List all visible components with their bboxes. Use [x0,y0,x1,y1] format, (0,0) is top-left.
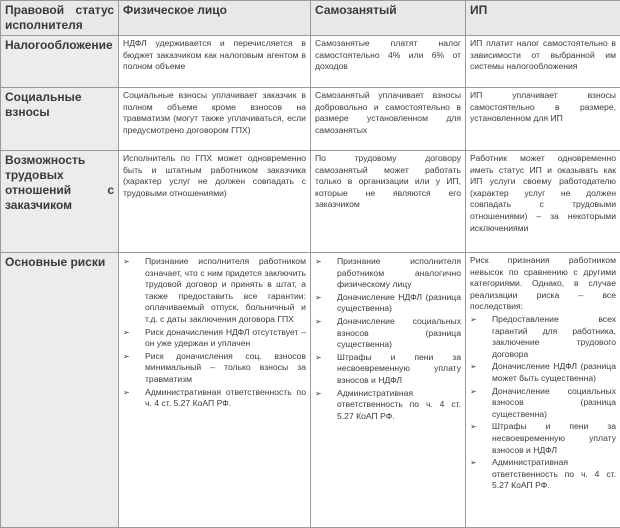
list-item-text: Признание исполнителя работником аналогично физическому лицу [337,256,461,290]
list-item [123,256,306,326]
row-header-main-risks: Основные риски [1,253,119,528]
list-item-text: Административная ответственность по ч. 4 ст. 5.27 КоАП РФ. [492,457,616,491]
arrowhead-bullet-icon: ➢ [315,388,322,398]
list-item [315,292,461,315]
labor-label-line2: трудовых [5,168,64,182]
list-item [470,361,616,384]
list-item-text: Риск доначисления НДФЛ отсутствует – он уже удержан и уплачен [145,326,306,349]
arrowhead-bullet-icon: ➢ [123,327,130,337]
arrowhead-bullet-icon: ➢ [315,292,322,302]
arrowhead-bullet-icon: ➢ [315,352,322,362]
labor-label-line1: Возможность [5,153,86,167]
list-item-text: Риск доначисления соц. взносов минимальный – только взносы за травматизм [145,350,306,384]
header-row [1,1,620,36]
risks-entrepreneur [466,253,620,528]
risks-entrepreneur-intro: Риск признания работником невысок по сравнению с другими категориями. Однако, в случае реализации риска – все последствия: [470,255,616,312]
list-item [470,386,616,421]
labor-label-line3-word2: с [107,183,114,197]
list-item [470,421,616,456]
arrowhead-bullet-icon: ➢ [123,257,130,266]
row-taxation [1,36,620,88]
list-item-text: Доначисление социальных взносов (разница существенна) [337,315,461,350]
risks-individual [119,253,311,528]
labor-label-line3 [5,183,114,198]
row-social-contributions [1,88,620,151]
list-item [123,327,306,350]
row-main-risks [1,253,620,528]
list-item-text: Административная ответственность по ч. 4 ст. 5.27 КоАП РФ. [145,386,306,409]
list-item-text: Административная ответственность по ч. 4 ст. 5.27 КоАП РФ. [337,387,461,421]
list-item-text: Доначисление НДФЛ (разница существенна) [337,291,461,314]
risks-individual-list [123,256,306,410]
header-status-word2: статус [75,3,114,17]
arrowhead-bullet-icon: ➢ [315,257,322,266]
arrowhead-bullet-icon: ➢ [470,422,477,432]
list-item [315,388,461,423]
labor-entrepreneur: Работник может одновременно иметь статус ИП и оказывать как ИП услуги своему работодателю (характер услуг не должен совпадать с трудовыми отношениями) – за некоторыми исключениями [466,151,620,253]
list-item [470,314,616,360]
social-self-employed: Самозанятый уплачивает взносы добровольно и самостоятельно в размере установленном для самозанятых [311,88,466,151]
header-status-line1 [5,3,114,18]
labor-label-line3-word1: отношений [5,183,72,197]
arrowhead-bullet-icon: ➢ [123,351,130,361]
risks-self-employed [311,253,466,528]
taxation-entrepreneur: ИП платит налог самостоятельно в зависимости от выбранной им системы налогообложения [466,36,620,88]
header-self-employed: Самозанятый [311,1,466,36]
arrowhead-bullet-icon: ➢ [470,458,477,468]
list-item [123,387,306,410]
arrowhead-bullet-icon: ➢ [470,386,477,396]
row-header-social-contributions: Социальные взносы [1,88,119,151]
row-labor-relations [1,151,620,253]
list-item-text: Доначисление социальных взносов (разница существенна) [492,385,616,419]
list-item [315,352,461,387]
labor-label-line4: заказчиком [5,198,73,212]
risks-self-employed-list [315,256,461,422]
arrowhead-bullet-icon: ➢ [470,314,477,324]
header-entrepreneur: ИП [466,1,620,36]
list-item-text: Доначисление НДФЛ (разница может быть существенна) [492,361,616,383]
list-item [315,316,461,351]
taxation-individual: НДФЛ удерживается и перечисляется в бюджет заказчиком как налоговым агентом в полном объеме [119,36,311,88]
list-item [315,256,461,291]
labor-individual: Исполнитель по ГПХ может одновременно быть и штатным работником заказчика (характер услуг не должен совпадать с трудовыми отношениями) [119,151,311,253]
row-header-labor-relations [1,151,119,253]
arrowhead-bullet-icon: ➢ [123,387,130,397]
arrowhead-bullet-icon: ➢ [470,362,477,372]
header-status-word1: Правовой [5,3,65,17]
risks-entrepreneur-list [470,314,616,492]
row-header-taxation: Налогообложение [1,36,119,88]
header-individual: Физическое лицо [119,1,311,36]
list-item-text: Признание исполнителя работником означает, что с ним придется заключить трудовой договор и принять в штат, а также предоставить все гарантии: оплачиваемый отпуск, больничный и т.д. с даты заключения договора ГПХ [145,256,306,324]
arrowhead-bullet-icon: ➢ [315,316,322,326]
header-status-line2: исполнителя [5,18,83,32]
list-item-text: Предоставление всех гарантий для работника, заключение трудового договора [492,313,616,359]
list-item [123,351,306,386]
list-item [470,457,616,492]
list-item-text: Штрафы и пени за несвоевременную уплату взносов и НДФЛ [492,421,616,455]
taxation-self-employed: Самозанятые платят налог самостоятельно 4% или 6% от доходов [311,36,466,88]
social-entrepreneur: ИП уплачивает взносы самостоятельно в размере, установленном для ИП [466,88,620,151]
labor-self-employed: По трудовому договору самозанятый может работать только в организации или у ИП, которые не являются его заказчиком [311,151,466,253]
list-item-text: Штрафы и пени за несвоевременную уплату взносов и НДФЛ [337,351,461,385]
header-status [1,1,119,36]
social-individual: Социальные взносы уплачивает заказчик в полном объеме кроме взносов на травматизм (могут также уплачиваться, если предусмотрено договором ГПХ) [119,88,311,151]
